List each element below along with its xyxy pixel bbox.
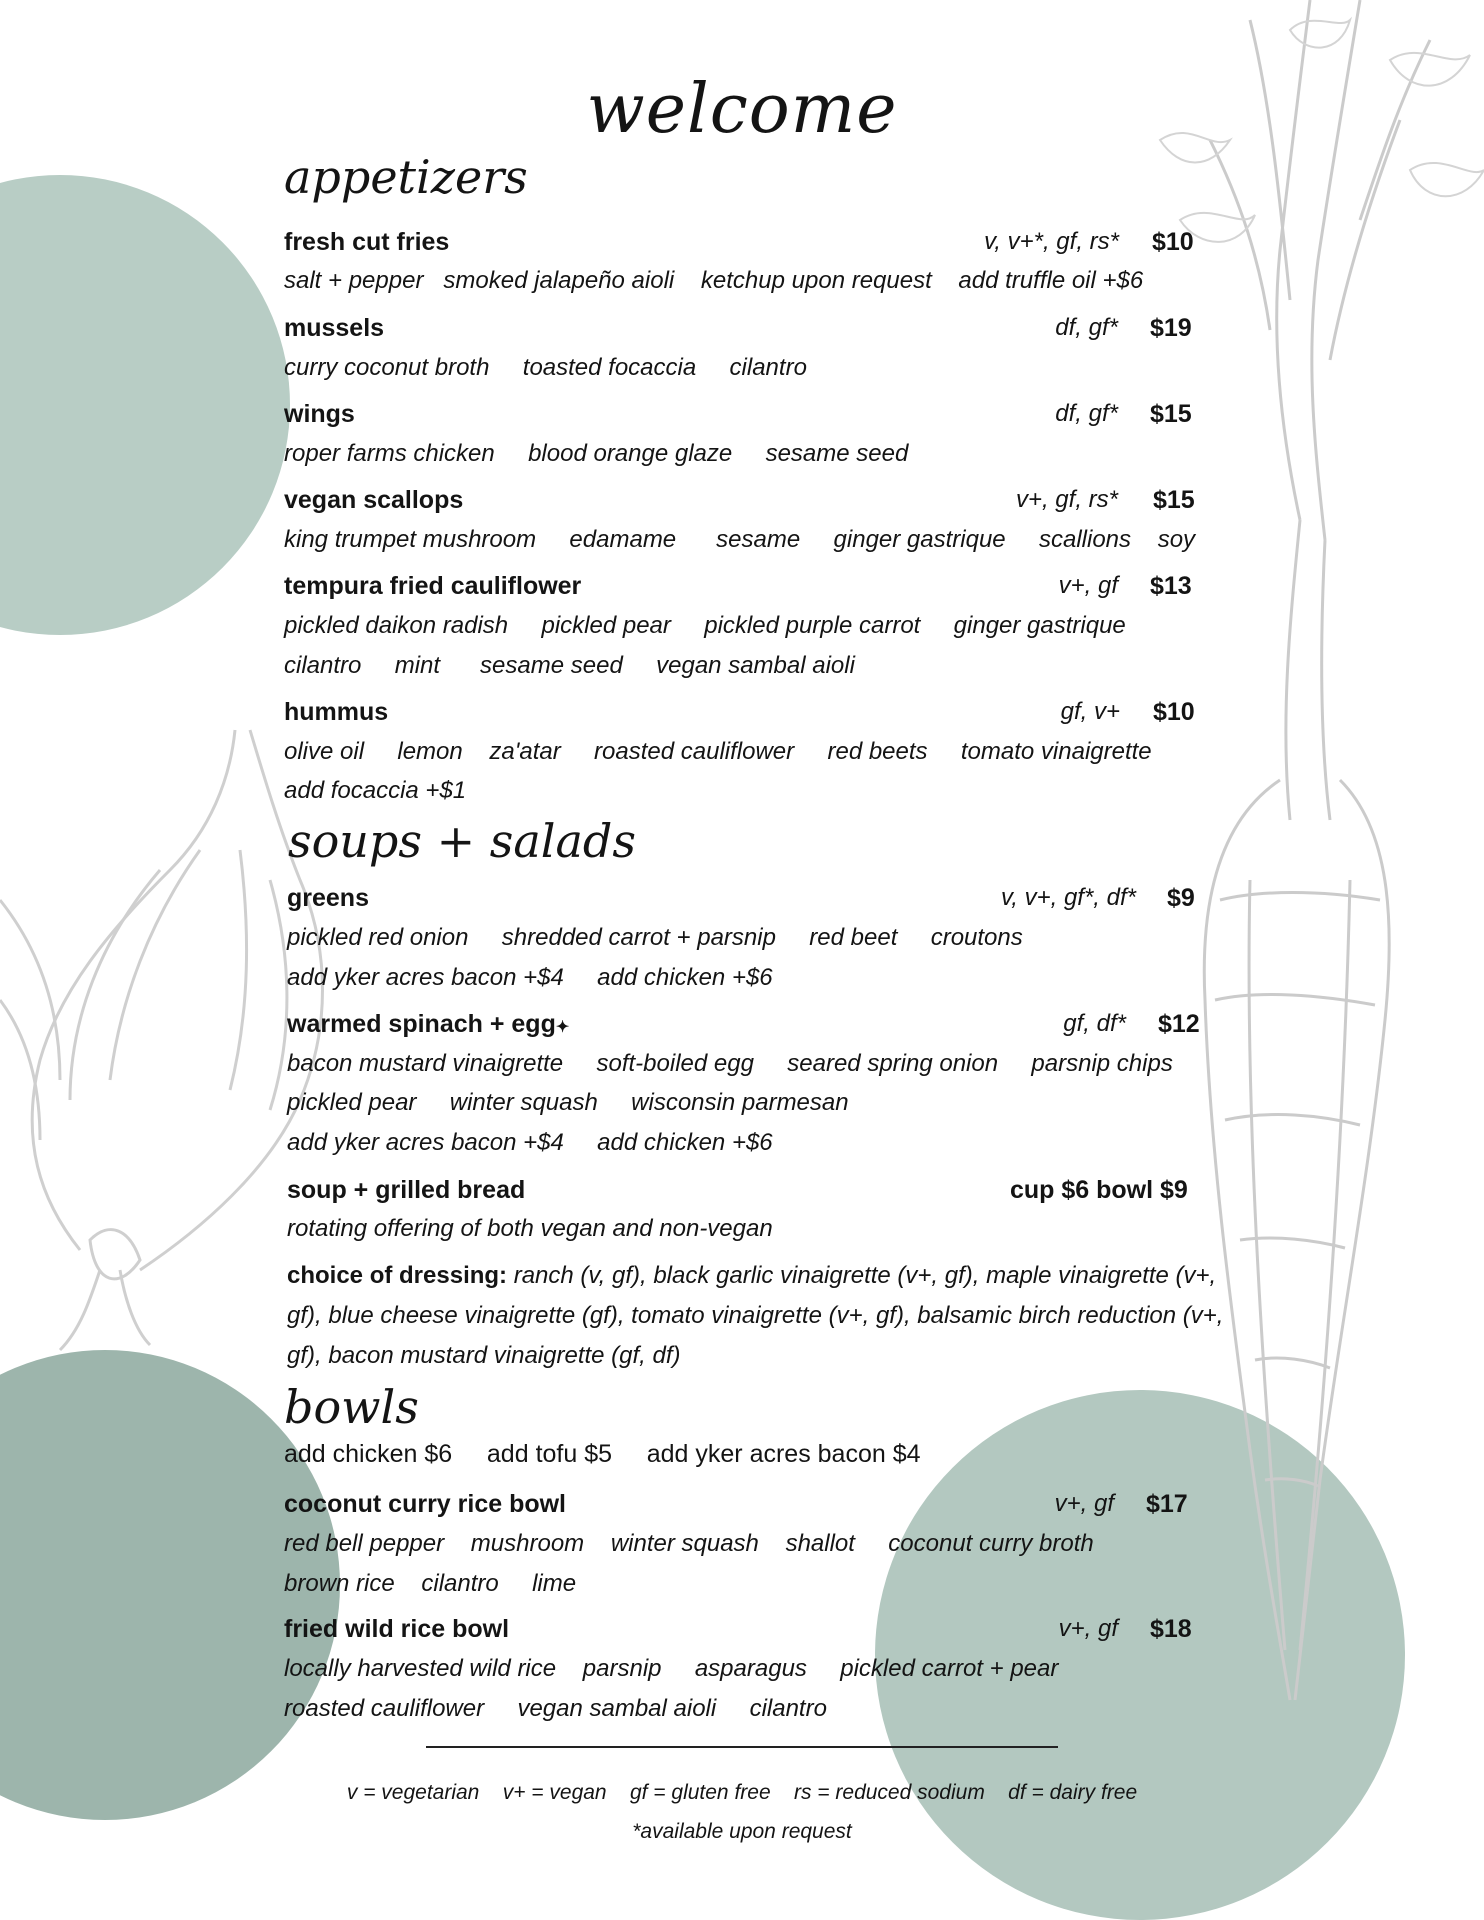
item-description: add focaccia +$1 [284,777,467,804]
item-description: locally harvested wild rice parsnip asparagus pickled carrot + pear [284,1655,1059,1682]
item-tags: v+, gf [1054,1490,1114,1517]
dressing-options: ranch (v, gf), black garlic vinaigrette (v+, gf), maple vinaigrette (v+, gf), blue cheese vinaigrette (gf), tomato vinaigrette (v+, gf), balsamic birch reduction (v+, gf), bacon mustard vinaigrette (gf, df) [287,1262,1224,1369]
item-description: curry coconut broth toasted focaccia cilantro [284,354,807,381]
item-tags: gf, v+ [1060,698,1120,725]
item-tags: v, v+, gf*, df* [1001,884,1136,911]
item-price: cup $6 bowl $9 [1010,1176,1188,1204]
divider [426,1746,1058,1748]
item-tags: v+, gf [1058,1615,1118,1642]
item-description: add yker acres bacon +$4 add chicken +$6 [287,964,773,991]
item-description: salt + pepper smoked jalapeño aioli ketchup upon request add truffle oil +$6 [284,267,1144,294]
item-price: $10 [1153,698,1195,726]
item-name: fried wild rice bowl [284,1615,510,1643]
dressing-label: choice of dressing: [287,1262,508,1289]
item-tags: v+, gf, rs* [1015,486,1118,513]
item-name: coconut curry rice bowl [284,1490,567,1518]
item-name: greens [287,884,369,912]
item-tags: v, v+*, gf, rs* [984,228,1119,255]
item-description: olive oil lemon za'atar roasted cauliflower red beets tomato vinaigrette [284,738,1152,765]
section-heading-bowls: bowls [284,1380,419,1434]
menu-title: welcome [586,70,898,149]
item-name-text: warmed spinach + egg [287,1010,556,1038]
item-name: fresh cut fries [284,228,450,256]
item-name [287,1010,569,1039]
sparkle-icon: ✦ [555,1019,570,1036]
item-description: bacon mustard vinaigrette soft-boiled egg seared spring onion parsnip chips [287,1050,1173,1077]
legend-line: v = vegetarian v+ = vegan gf = gluten free rs = reduced sodium df = dairy free [346,1781,1138,1804]
item-tags: df, gf* [1055,400,1118,427]
item-name: tempura fried cauliflower [284,572,582,600]
item-price: $13 [1150,572,1192,600]
item-description: cilantro mint sesame seed vegan sambal aioli [284,652,855,679]
item-description: add yker acres bacon +$4 add chicken +$6 [287,1129,773,1156]
item-description: red bell pepper mushroom winter squash shallot coconut curry broth [284,1530,1094,1557]
item-description: king trumpet mushroom edamame sesame ginger gastrique scallions soy [284,526,1196,553]
item-price: $15 [1150,400,1192,428]
item-name: hummus [284,698,389,726]
item-description: pickled pear winter squash wisconsin parmesan [287,1089,849,1116]
dressing-note [287,1256,1247,1376]
item-price: $9 [1167,884,1195,912]
item-name: mussels [284,314,385,342]
item-name: vegan scallops [284,486,464,514]
item-description: rotating offering of both vegan and non-vegan [287,1215,773,1242]
item-description: roasted cauliflower vegan sambal aioli cilantro [284,1695,827,1722]
item-tags: v+, gf [1058,572,1118,599]
item-description: roper farms chicken blood orange glaze sesame seed [284,440,909,467]
section-heading-soups-salads: soups + salads [288,814,636,868]
item-price: $15 [1153,486,1195,514]
item-tags: gf, df* [1063,1010,1126,1037]
item-name: wings [284,400,355,428]
item-name: soup + grilled bread [287,1176,526,1204]
item-tags: df, gf* [1055,314,1118,341]
item-description: pickled daikon radish pickled pear pickled purple carrot ginger gastrique [284,612,1126,639]
section-heading-appetizers: appetizers [284,150,528,204]
item-price: $18 [1150,1615,1192,1643]
item-price: $12 [1158,1010,1200,1038]
item-price: $17 [1146,1490,1188,1518]
item-price: $10 [1152,228,1194,256]
item-price: $19 [1150,314,1192,342]
item-description: brown rice cilantro lime [284,1570,577,1597]
bowls-addons: add chicken $6 add tofu $5 add yker acres bacon $4 [284,1440,921,1468]
legend-footnote: *available upon request [632,1820,852,1843]
item-description: pickled red onion shredded carrot + parsnip red beet croutons [287,924,1023,951]
